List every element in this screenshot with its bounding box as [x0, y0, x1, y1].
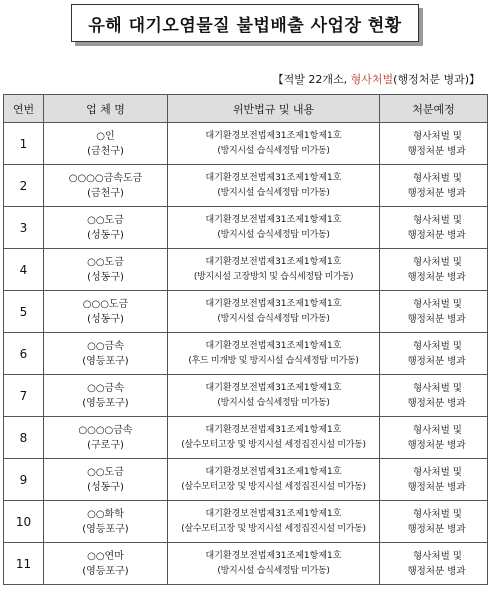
violation-cell	[168, 123, 380, 165]
company-district: (영등포구)	[82, 523, 129, 535]
violation-detail: (방지시설 고장방치 및 습식세정탑 미가동)	[193, 271, 354, 282]
table-row	[4, 165, 488, 207]
table-row	[4, 459, 488, 501]
table-row	[4, 543, 488, 585]
row-number: 10	[4, 501, 44, 543]
company-cell	[44, 417, 168, 459]
company-name: ○○○○금속도금	[68, 172, 143, 184]
action-line-2: 행정처분 병과	[407, 523, 466, 535]
action-cell	[380, 543, 488, 585]
table-row	[4, 417, 488, 459]
company-name: ○○화학	[87, 508, 124, 520]
action-cell	[380, 333, 488, 375]
row-number: 9	[4, 459, 44, 501]
company-district: (영등포구)	[82, 355, 129, 367]
row-number: 11	[4, 543, 44, 585]
row-number: 6	[4, 333, 44, 375]
company-district: (성동구)	[87, 313, 124, 325]
action-line-1: 형사처벌 및	[413, 214, 462, 226]
violation-cell	[168, 291, 380, 333]
company-cell	[44, 543, 168, 585]
header-row	[4, 95, 488, 123]
violation-detail: (방지시설 습식세정탑 미가동)	[217, 145, 330, 156]
company-cell	[44, 207, 168, 249]
company-name: ○○도금	[87, 466, 124, 478]
violation-cell	[168, 459, 380, 501]
violation-cell	[168, 543, 380, 585]
table-row	[4, 249, 488, 291]
action-cell	[380, 291, 488, 333]
action-cell	[380, 375, 488, 417]
violation-law: 대기환경보전법제31조제1항제1호	[205, 130, 342, 141]
violation-detail: (방지시설 습식세정탑 미가동)	[217, 187, 330, 198]
table-header	[4, 95, 488, 123]
table-row	[4, 291, 488, 333]
row-number: 4	[4, 249, 44, 291]
violation-law: 대기환경보전법제31조제1항제1호	[205, 172, 342, 183]
summary-line	[273, 71, 480, 87]
violation-law: 대기환경보전법제31조제1항제1호	[205, 382, 342, 393]
violation-cell	[168, 417, 380, 459]
company-cell	[44, 249, 168, 291]
table-row	[4, 333, 488, 375]
violation-law: 대기환경보전법제31조제1항제1호	[205, 214, 342, 225]
company-name: ○인	[96, 130, 115, 142]
company-district: (금천구)	[87, 145, 124, 157]
summary-highlight: 형사처벌	[350, 73, 394, 86]
company-cell	[44, 333, 168, 375]
table-row	[4, 375, 488, 417]
action-line-2: 행정처분 병과	[407, 145, 466, 157]
company-district: (금천구)	[87, 187, 124, 199]
company-cell	[44, 375, 168, 417]
row-number: 2	[4, 165, 44, 207]
company-cell	[44, 123, 168, 165]
company-cell	[44, 501, 168, 543]
action-cell	[380, 207, 488, 249]
table-row	[4, 501, 488, 543]
action-line-1: 형사처벌 및	[413, 256, 462, 268]
violation-law: 대기환경보전법제31조제1항제1호	[205, 298, 342, 309]
violation-detail: (살수모터고장 및 방지시설 세정집진시설 미가동)	[181, 523, 366, 534]
company-cell	[44, 291, 168, 333]
table-row	[4, 207, 488, 249]
action-line-1: 형사처벌 및	[413, 550, 462, 562]
row-number: 3	[4, 207, 44, 249]
page-title: 유해 대기오염물질 불법배출 사업장 현황	[88, 15, 402, 36]
violation-detail: (방지시설 습식세정탑 미가동)	[217, 229, 330, 240]
action-cell	[380, 459, 488, 501]
action-cell	[380, 123, 488, 165]
action-line-2: 행정처분 병과	[407, 313, 466, 325]
company-name: ○○도금	[87, 214, 124, 226]
violation-law: 대기환경보전법제31조제1항제1호	[205, 466, 342, 477]
action-line-2: 행정처분 병과	[407, 187, 466, 199]
violation-cell	[168, 249, 380, 291]
summary-prefix: 【적발 22개소,	[272, 73, 351, 86]
violation-law: 대기환경보전법제31조제1항제1호	[205, 340, 342, 351]
action-line-2: 행정처분 병과	[407, 397, 466, 409]
action-line-2: 행정처분 병과	[407, 565, 466, 577]
action-line-2: 행정처분 병과	[407, 229, 466, 241]
action-line-2: 행정처분 병과	[407, 355, 466, 367]
action-cell	[380, 165, 488, 207]
company-name: ○○도금	[87, 256, 124, 268]
action-line-1: 형사처벌 및	[413, 466, 462, 478]
violation-cell	[168, 501, 380, 543]
action-line-2: 행정처분 병과	[407, 481, 466, 493]
action-line-1: 형사처벌 및	[413, 508, 462, 520]
violation-detail: (방지시설 습식세정탑 미가동)	[217, 397, 330, 408]
company-name: ○○○○금속	[78, 424, 133, 436]
company-name: ○○○도금	[82, 298, 129, 310]
company-name: ○○연마	[87, 550, 124, 562]
action-line-2: 행정처분 병과	[407, 271, 466, 283]
summary-suffix: (행정처분 병과)】	[393, 73, 480, 86]
company-name: ○○금속	[87, 382, 124, 394]
title-box	[71, 4, 419, 42]
company-district: (영등포구)	[82, 397, 129, 409]
violation-law: 대기환경보전법제31조제1항제1호	[205, 256, 342, 267]
row-number: 5	[4, 291, 44, 333]
violation-cell	[168, 207, 380, 249]
violation-cell	[168, 165, 380, 207]
violation-cell	[168, 333, 380, 375]
action-cell	[380, 501, 488, 543]
company-name: ○○금속	[87, 340, 124, 352]
violation-detail: (방지시설 습식세정탑 미가동)	[217, 313, 330, 324]
row-number: 8	[4, 417, 44, 459]
violation-detail: (살수모터고장 및 방지시설 세정집진시설 미가동)	[181, 439, 366, 450]
violation-detail: (방지시설 습식세정탑 미가동)	[217, 565, 330, 576]
violation-law: 대기환경보전법제31조제1항제1호	[205, 550, 342, 561]
header-violation: 위반법규 및 내용	[168, 95, 380, 123]
row-number: 1	[4, 123, 44, 165]
action-line-1: 형사처벌 및	[413, 340, 462, 352]
header-no: 연번	[4, 95, 44, 123]
violations-table	[3, 94, 488, 585]
violation-law: 대기환경보전법제31조제1항제1호	[205, 424, 342, 435]
action-line-2: 행정처분 병과	[407, 439, 466, 451]
action-line-1: 형사처벌 및	[413, 424, 462, 436]
company-cell	[44, 459, 168, 501]
company-district: (영등포구)	[82, 565, 129, 577]
action-line-1: 형사처벌 및	[413, 172, 462, 184]
header-action: 처분예정	[380, 95, 488, 123]
company-district: (구로구)	[87, 439, 124, 451]
action-cell	[380, 417, 488, 459]
row-number: 7	[4, 375, 44, 417]
company-district: (성동구)	[87, 229, 124, 241]
header-company: 업 체 명	[44, 95, 168, 123]
violation-law: 대기환경보전법제31조제1항제1호	[205, 508, 342, 519]
violation-cell	[168, 375, 380, 417]
violation-detail: (살수모터고장 및 방지시설 세정집진시설 미가동)	[181, 481, 366, 492]
company-district: (성동구)	[87, 271, 124, 283]
action-line-1: 형사처벌 및	[413, 130, 462, 142]
table-body	[4, 123, 488, 585]
action-line-1: 형사처벌 및	[413, 382, 462, 394]
company-cell	[44, 165, 168, 207]
company-district: (성동구)	[87, 481, 124, 493]
violation-detail: (후드 미개방 및 방지시설 습식세정탑 미가동)	[188, 355, 359, 366]
table-row	[4, 123, 488, 165]
action-cell	[380, 249, 488, 291]
action-line-1: 형사처벌 및	[413, 298, 462, 310]
